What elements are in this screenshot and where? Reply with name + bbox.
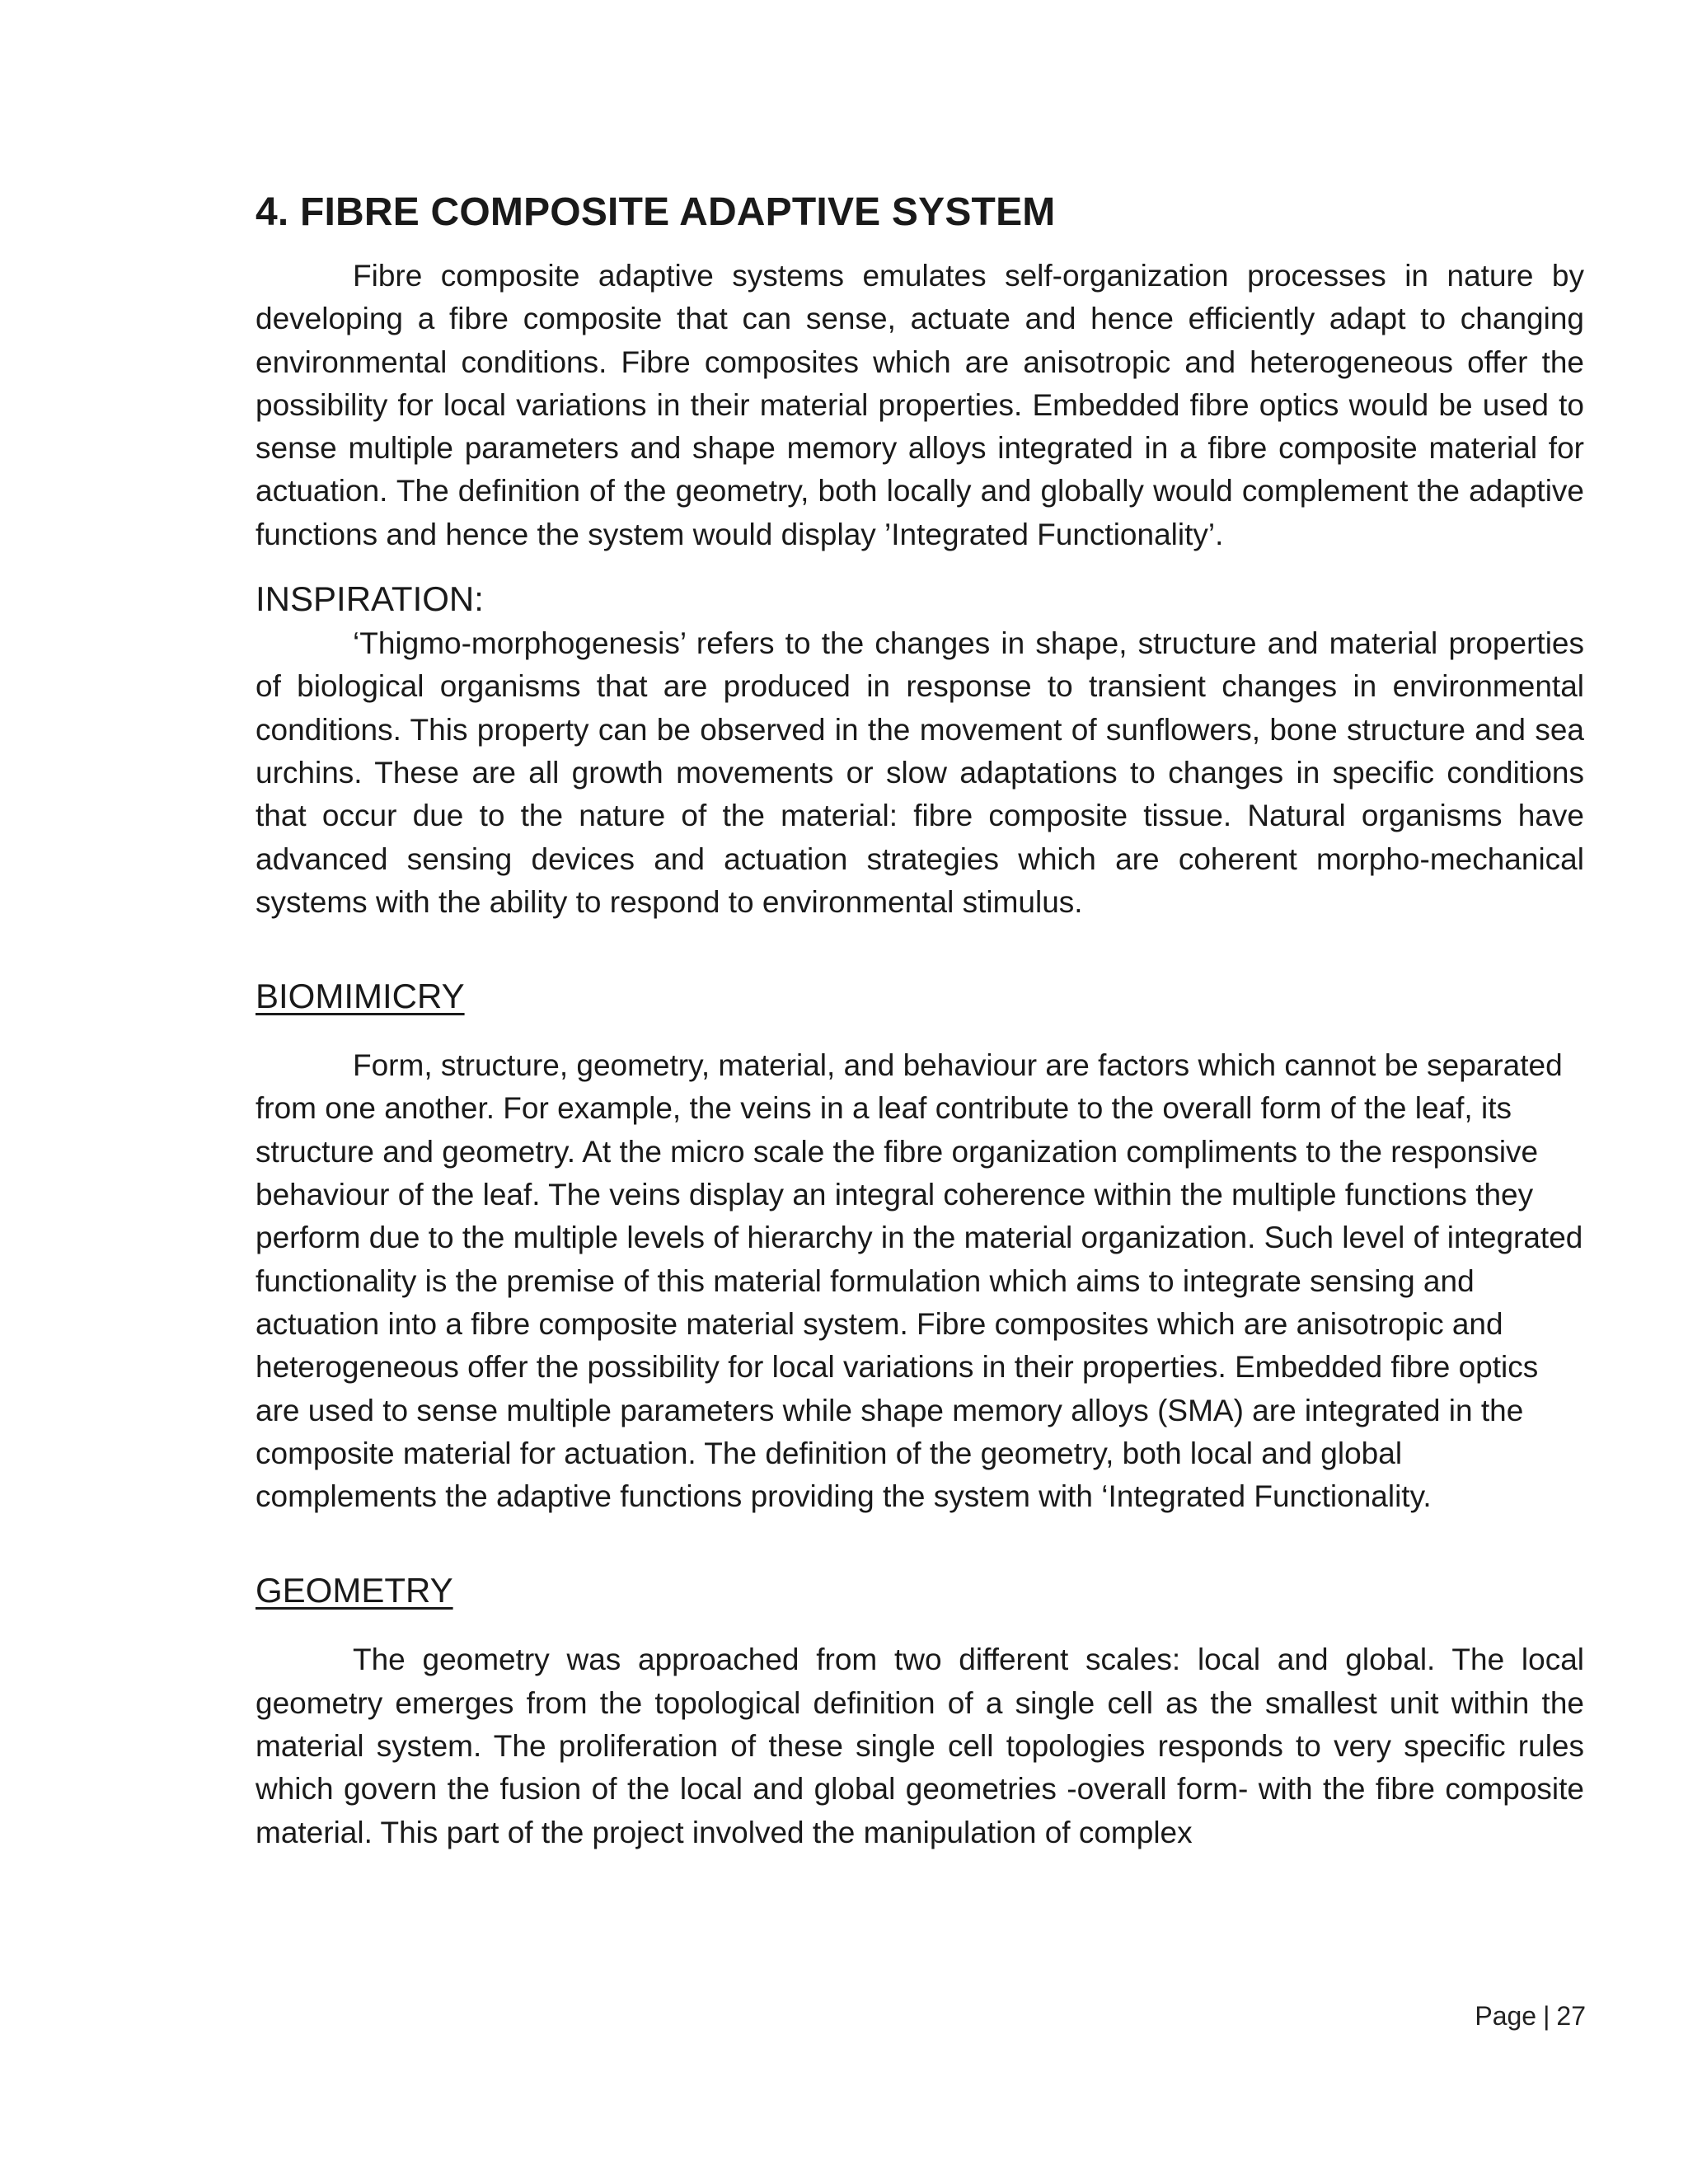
page-label: Page [1475, 2001, 1537, 2031]
page-separator: | [1543, 2001, 1550, 2031]
geometry-paragraph: The geometry was approached from two different scales: local and global. The local geometry emerges from the topological definition of a single cell as the smallest unit within the material system. The proliferation of these single cell topologies responds to very specific rules which govern the fusion of the local and global geometries -overall form- with the fibre composite material. This part of the project involved the manipulation of complex [256, 1643, 1584, 1849]
inspiration-paragraph: ‘Thigmo-morphogenesis’ refers to the changes in shape, structure and material properties of biological organisms that are produced in response to transient changes in environmental conditions. This property can be observed in the movement of sunflowers, bone structure and sea urchins. These are all growth movements or slow adaptations to changes in specific conditions that occur due to the nature of the material: fibre composite tissue. Natural organisms have advanced sensing devices and actuation strategies which are coherent morpho-mechanical systems with the ability to respond to environmental stimulus. [256, 626, 1584, 919]
document-page [256, 185, 1584, 1854]
chapter-heading: 4. FIBRE COMPOSITE ADAPTIVE SYSTEM [256, 190, 1056, 234]
biomimicry-heading: BIOMIMICRY [256, 977, 465, 1016]
intro-paragraph: Fibre composite adaptive systems emulates self-organization processes in nature by developing a fibre composite that can sense, actuate and hence efficiently adapt to changing environmental conditions. Fibre composites which are anisotropic and heterogeneous offer the possibility for local variations in their material properties. Embedded fibre optics would be used to sense multiple parameters and shape memory alloys integrated in a fibre composite material for actuation. The definition of the geometry, both locally and globally would complement the adaptive functions and hence the system would display ’Integrated Functionality’. [256, 259, 1584, 551]
page-number: 27 [1556, 2001, 1586, 2031]
page-footer [1475, 2001, 1586, 2032]
biomimicry-paragraph: Form, structure, geometry, material, and behaviour are factors which cannot be separated from one another. For example, the veins in a leaf contribute to the overall form of the leaf, its structure and geometry. At the micro scale the fibre organization compliments to the responsive behaviour of the leaf. The veins display an integral coherence within the multiple functions they perform due to the multiple levels of hierarchy in the material organization. Such level of integrated functionality is the premise of this material formulation which aims to integrate sensing and actuation into a fibre composite material system. Fibre composites which are anisotropic and heterogeneous offer the possibility for local variations in their properties. Embedded fibre optics are used to sense multiple parameters while shape memory alloys (SMA) are integrated in the composite material for actuation. The definition of the geometry, both local and global complements the adaptive functions providing the system with ‘Integrated Functionality. [256, 1048, 1583, 1514]
inspiration-heading: INSPIRATION: [256, 579, 484, 619]
geometry-heading: GEOMETRY [256, 1571, 453, 1610]
